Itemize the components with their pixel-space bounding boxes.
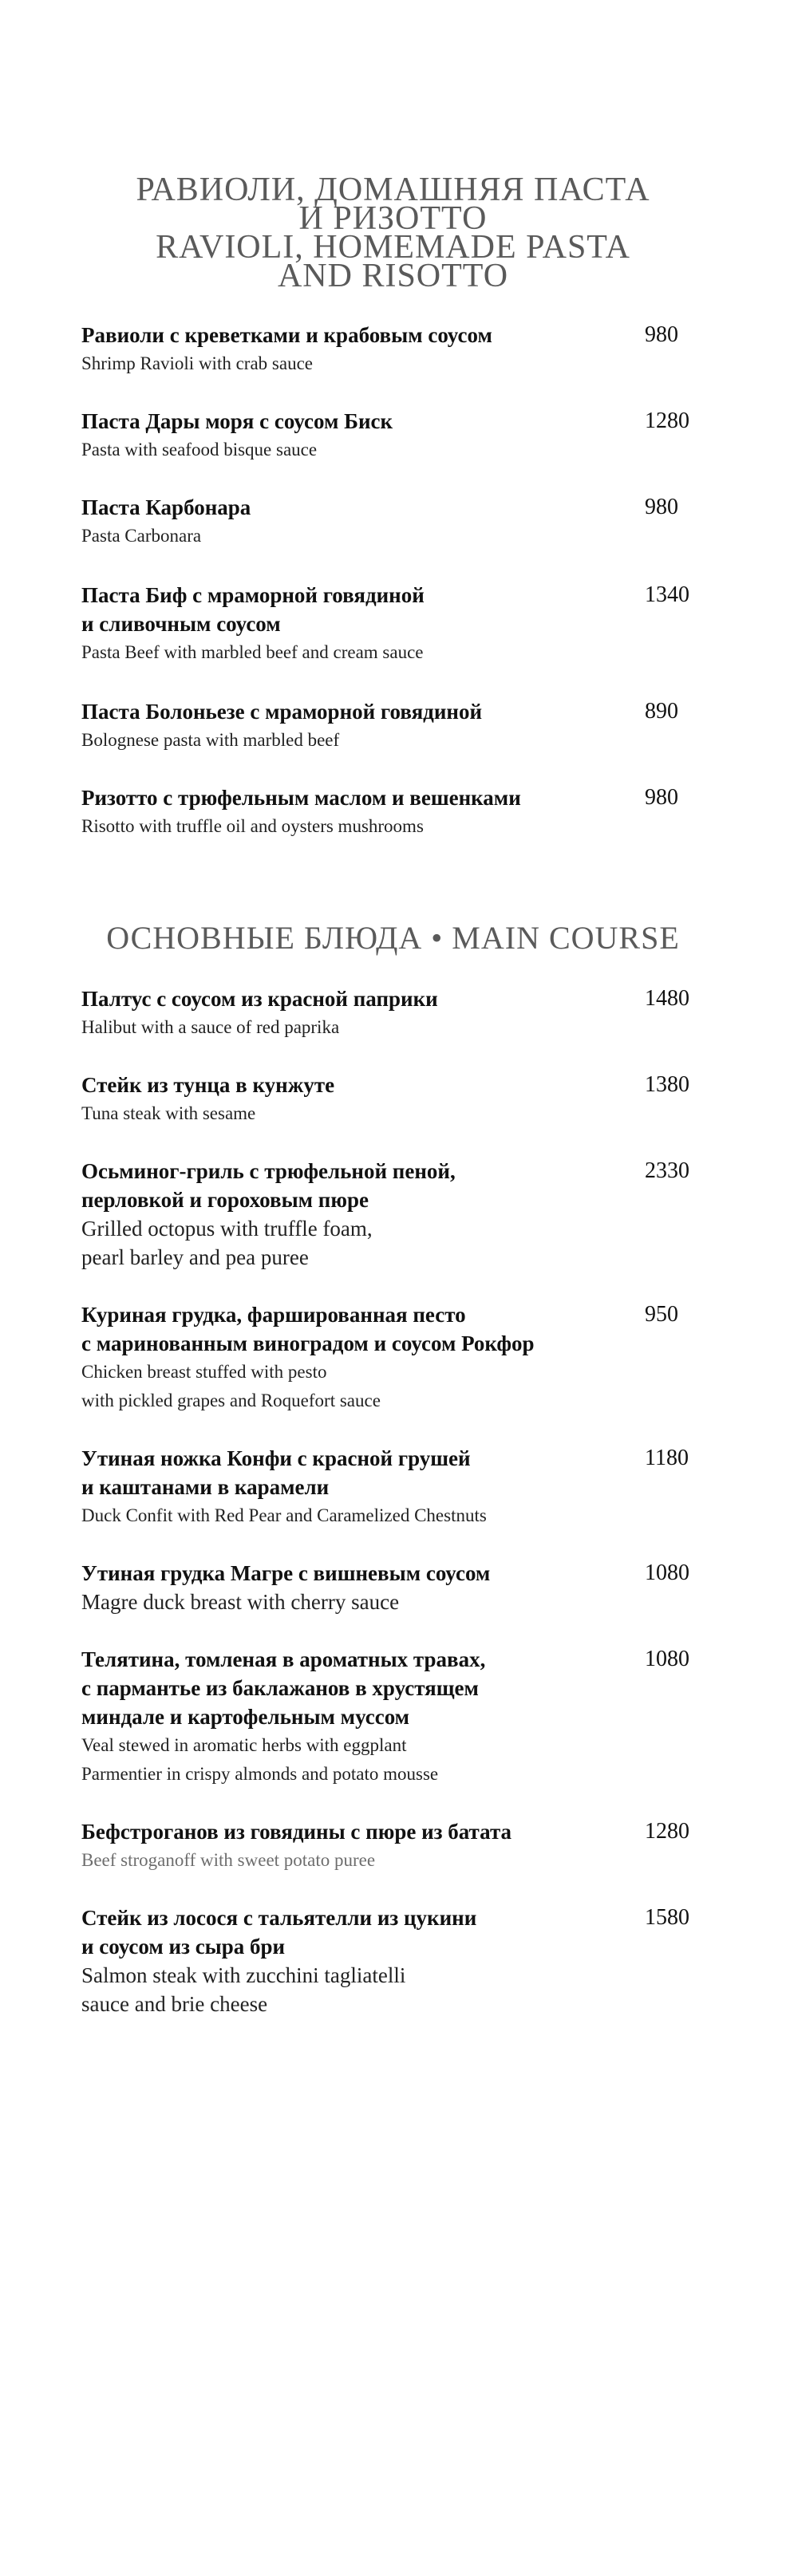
item-description-line: Chicken breast stuffed with pesto [81, 1362, 327, 1382]
item-name-line: Утиная ножка Конфи с красной грушей [81, 1446, 471, 1470]
section-title-line: RAVIOLI, HOMEMADE PASTA [156, 229, 630, 266]
menu-item [81, 1817, 704, 1875]
item-description [81, 1214, 624, 1272]
menu-item [81, 697, 704, 755]
item-name [81, 493, 624, 522]
item-name [81, 783, 624, 812]
item-name-line: с пармантье из баклажанов в хрустящем [81, 1676, 479, 1700]
item-name-line: Бефстроганов из говядины с пюре из батата [81, 1820, 512, 1844]
item-price: 2330 [645, 1158, 689, 1183]
item-description-line: Beef stroganoff with sweet potato puree [81, 1850, 376, 1870]
item-description [81, 812, 624, 841]
menu-item [81, 1903, 704, 2018]
item-description-line: sauce and brie cheese [81, 1992, 268, 2016]
item-description [81, 1501, 624, 1530]
section-main-course [0, 921, 786, 956]
item-price: 980 [645, 785, 678, 810]
menu-item [81, 783, 704, 841]
menu-item [81, 1559, 704, 1616]
item-description-line: Halibut with a sauce of red paprika [81, 1017, 340, 1037]
item-description-line: Pasta with seafood bisque sauce [81, 440, 318, 460]
item-name-line: Паста Болоньезе с мраморной говядиной [81, 700, 483, 724]
item-name [81, 321, 624, 349]
item-price: 1280 [645, 1819, 689, 1844]
item-description-line: Pasta Beef with marbled beef and cream sauce [81, 642, 424, 662]
item-description-line: Risotto with truffle oil and oysters mushrooms [81, 816, 424, 836]
item-name [81, 1903, 624, 1961]
item-description-line: Shrimp Ravioli with crab sauce [81, 353, 313, 373]
item-price: 980 [645, 495, 678, 519]
item-description [81, 1731, 624, 1789]
item-name [81, 1157, 624, 1214]
item-name-line: Паста Карбонара [81, 495, 251, 519]
item-description-line: Grilled octopus with truffle foam, [81, 1217, 373, 1241]
item-description-line: Pasta Carbonara [81, 526, 202, 546]
item-name [81, 1645, 624, 1731]
item-name [81, 697, 624, 726]
menu-item [81, 321, 704, 378]
item-description [81, 726, 624, 755]
item-price: 980 [645, 322, 678, 347]
item-name-line: Паста Дары моря с соусом Биск [81, 409, 393, 433]
item-description-line: Duck Confit with Red Pear and Caramelized Chestnuts [81, 1505, 487, 1525]
item-name-line: Стейк из тунца в кунжуте [81, 1073, 335, 1097]
section-title [0, 172, 786, 294]
item-description-line: pearl barley and pea puree [81, 1245, 309, 1269]
item-description-line: Magre duck breast with cherry sauce [81, 1590, 400, 1614]
item-description [81, 1013, 624, 1042]
item-description [81, 638, 624, 667]
item-price: 1080 [645, 1647, 689, 1671]
item-description-line: Tuna steak with sesame [81, 1103, 256, 1123]
item-name [81, 1300, 624, 1358]
item-name [81, 1071, 624, 1099]
section-title-line: И РИЗОТТО [298, 200, 488, 237]
item-name [81, 1559, 624, 1588]
item-price: 950 [645, 1302, 678, 1327]
item-name [81, 581, 624, 638]
item-name [81, 1817, 624, 1846]
item-name-line: перловкой и гороховым пюре [81, 1188, 369, 1212]
item-name-line: с маринованным виноградом и соусом Рокфор [81, 1331, 535, 1355]
item-name-line: и каштанами в карамели [81, 1475, 330, 1499]
section-ravioli-pasta-risotto [0, 172, 786, 294]
item-name-line: Осьминог-гриль с трюфельной пеной, [81, 1159, 456, 1183]
item-name-line: Куриная грудка, фаршированная песто [81, 1303, 466, 1327]
item-description [81, 1961, 624, 2018]
menu-item [81, 493, 704, 550]
item-name [81, 407, 624, 436]
item-description [81, 436, 624, 464]
item-name-line: Телятина, томленая в ароматных травах, [81, 1647, 486, 1671]
menu-item [81, 1071, 704, 1128]
section-title [0, 921, 786, 956]
item-description-line: with pickled grapes and Roquefort sauce [81, 1391, 381, 1410]
item-price: 1180 [645, 1446, 689, 1470]
item-description [81, 522, 624, 550]
section-title-line: РАВИОЛИ, ДОМАШНЯЯ ПАСТА [136, 172, 650, 208]
item-description-line: Parmentier in crispy almonds and potato mousse [81, 1764, 439, 1784]
item-name-line: Ризотто с трюфельным маслом и вешенками [81, 786, 521, 810]
menu-item [81, 581, 704, 667]
menu-item [81, 1157, 704, 1272]
item-description [81, 349, 624, 378]
section-title-line: AND RISOTTO [277, 258, 509, 294]
item-price: 890 [645, 699, 678, 724]
item-name-line: Паста Биф с мраморной говядиной [81, 583, 425, 607]
item-price: 1340 [645, 582, 689, 607]
menu-item [81, 1444, 704, 1530]
item-name-line: и соусом из сыра бри [81, 1935, 286, 1959]
menu-item [81, 984, 704, 1042]
item-price: 1080 [645, 1560, 689, 1585]
item-name-line: Палтус с соусом из красной паприки [81, 987, 438, 1011]
item-price: 1280 [645, 408, 689, 433]
item-description [81, 1099, 624, 1128]
item-price: 1480 [645, 986, 689, 1011]
item-description-line: Salmon steak with zucchini tagliatelli [81, 1963, 406, 1987]
item-name-line: и сливочным соусом [81, 612, 281, 636]
item-description-line: Bolognese pasta with marbled beef [81, 730, 340, 750]
item-price: 1580 [645, 1905, 689, 1930]
item-name-line: Стейк из лосося с тальятелли из цукини [81, 1906, 477, 1930]
menu-item [81, 1300, 704, 1415]
item-description [81, 1358, 624, 1415]
item-name [81, 1444, 624, 1501]
menu-item [81, 407, 704, 464]
item-price: 1380 [645, 1072, 689, 1097]
menu-item [81, 1645, 704, 1789]
item-name-line: миндале и картофельным муссом [81, 1705, 410, 1729]
section-title-line: ОСНОВНЫЕ БЛЮДА • MAIN COURSE [106, 920, 680, 956]
item-name-line: Равиоли с креветками и крабовым соусом [81, 323, 492, 347]
item-name [81, 984, 624, 1013]
item-description [81, 1588, 624, 1616]
item-name-line: Утиная грудка Магре с вишневым соусом [81, 1561, 491, 1585]
item-description [81, 1846, 624, 1875]
item-description-line: Veal stewed in aromatic herbs with eggplant [81, 1735, 407, 1755]
